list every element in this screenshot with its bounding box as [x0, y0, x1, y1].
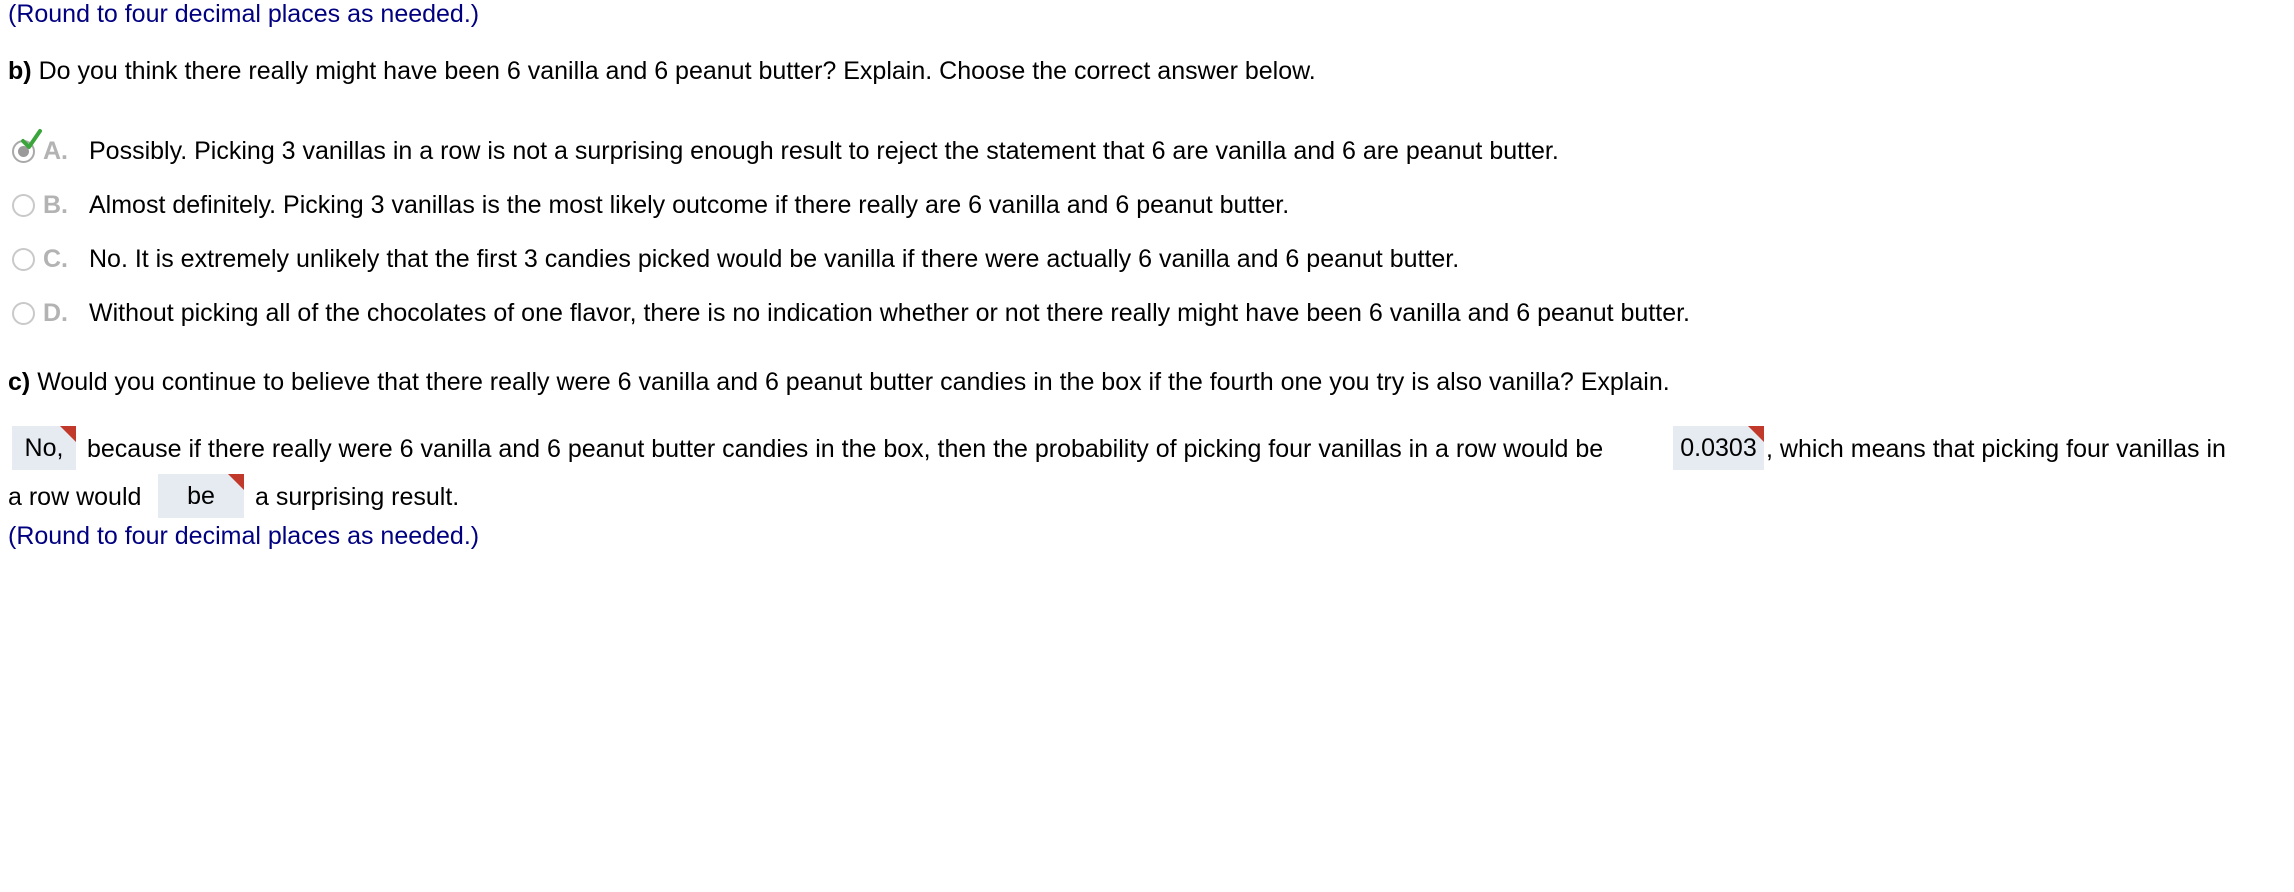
option-a-letter: A. [43, 136, 68, 165]
answer-line-text-1: because if there really were 6 vanilla and 6 peanut butter candies in the box, then the probability of picking four vanillas in a row would be [87, 435, 1604, 463]
answer-line-text-2: , which means that picking four vanillas in [1766, 435, 2226, 463]
top-rounding-hint: (Round to four decimal places as needed.) [8, 0, 480, 28]
answer-be-text: be [187, 482, 215, 510]
answer-dropdown-be[interactable] [158, 474, 244, 518]
option-c-text: No. It is extremely unlikely that the first 3 candies picked would be vanilla if there were actually 6 vanilla and 6 peanut butter. [89, 244, 1460, 273]
check-icon [20, 128, 42, 152]
answer-probability-value: 0.0303 [1680, 434, 1757, 462]
option-d[interactable] [12, 296, 1690, 330]
part-b-label: b) [8, 57, 32, 85]
answer-input-probability[interactable] [1673, 426, 1764, 470]
part-b-question [8, 57, 1316, 86]
option-c-letter: C. [43, 244, 68, 273]
option-a[interactable] [12, 134, 1559, 168]
radio-option-b[interactable] [12, 194, 35, 217]
bottom-rounding-hint: (Round to four decimal places as needed.) [8, 522, 480, 550]
answer-no-text: No, [24, 434, 64, 462]
radio-option-d[interactable] [12, 302, 35, 325]
part-b-question-text: Do you think there really might have been 6 vanilla and 6 peanut butter? Explain. Choose the correct answer below. [38, 57, 1316, 85]
option-d-text: Without picking all of the chocolates of one flavor, there is no indication whether or not there really might have been 6 vanilla and 6 peanut butter. [89, 298, 1690, 327]
incorrect-flag-icon [60, 426, 76, 442]
option-b-text: Almost definitely. Picking 3 vanillas is the most likely outcome if there really are 6 vanilla and 6 peanut butter. [89, 190, 1290, 219]
option-c[interactable] [12, 242, 1459, 276]
part-c-label: c) [8, 368, 31, 396]
answer-line-text-3: a row would [8, 483, 142, 511]
answer-line-text-4: a surprising result. [255, 483, 460, 511]
option-a-text: Possibly. Picking 3 vanillas in a row is not a surprising enough result to reject the statement that 6 are vanilla and 6 are peanut butter. [89, 136, 1559, 165]
incorrect-flag-icon [228, 474, 244, 490]
part-c-question-text: Would you continue to believe that there really were 6 vanilla and 6 peanut butter candies in the box if the fourth one you try is also vanilla? Explain. [37, 368, 1670, 396]
incorrect-flag-icon [1748, 426, 1764, 442]
option-b-letter: B. [43, 190, 68, 219]
option-d-letter: D. [43, 298, 68, 327]
answer-dropdown-no[interactable] [12, 426, 76, 470]
option-b[interactable] [12, 188, 1289, 222]
radio-option-c[interactable] [12, 248, 35, 271]
part-c-question [8, 368, 1670, 397]
